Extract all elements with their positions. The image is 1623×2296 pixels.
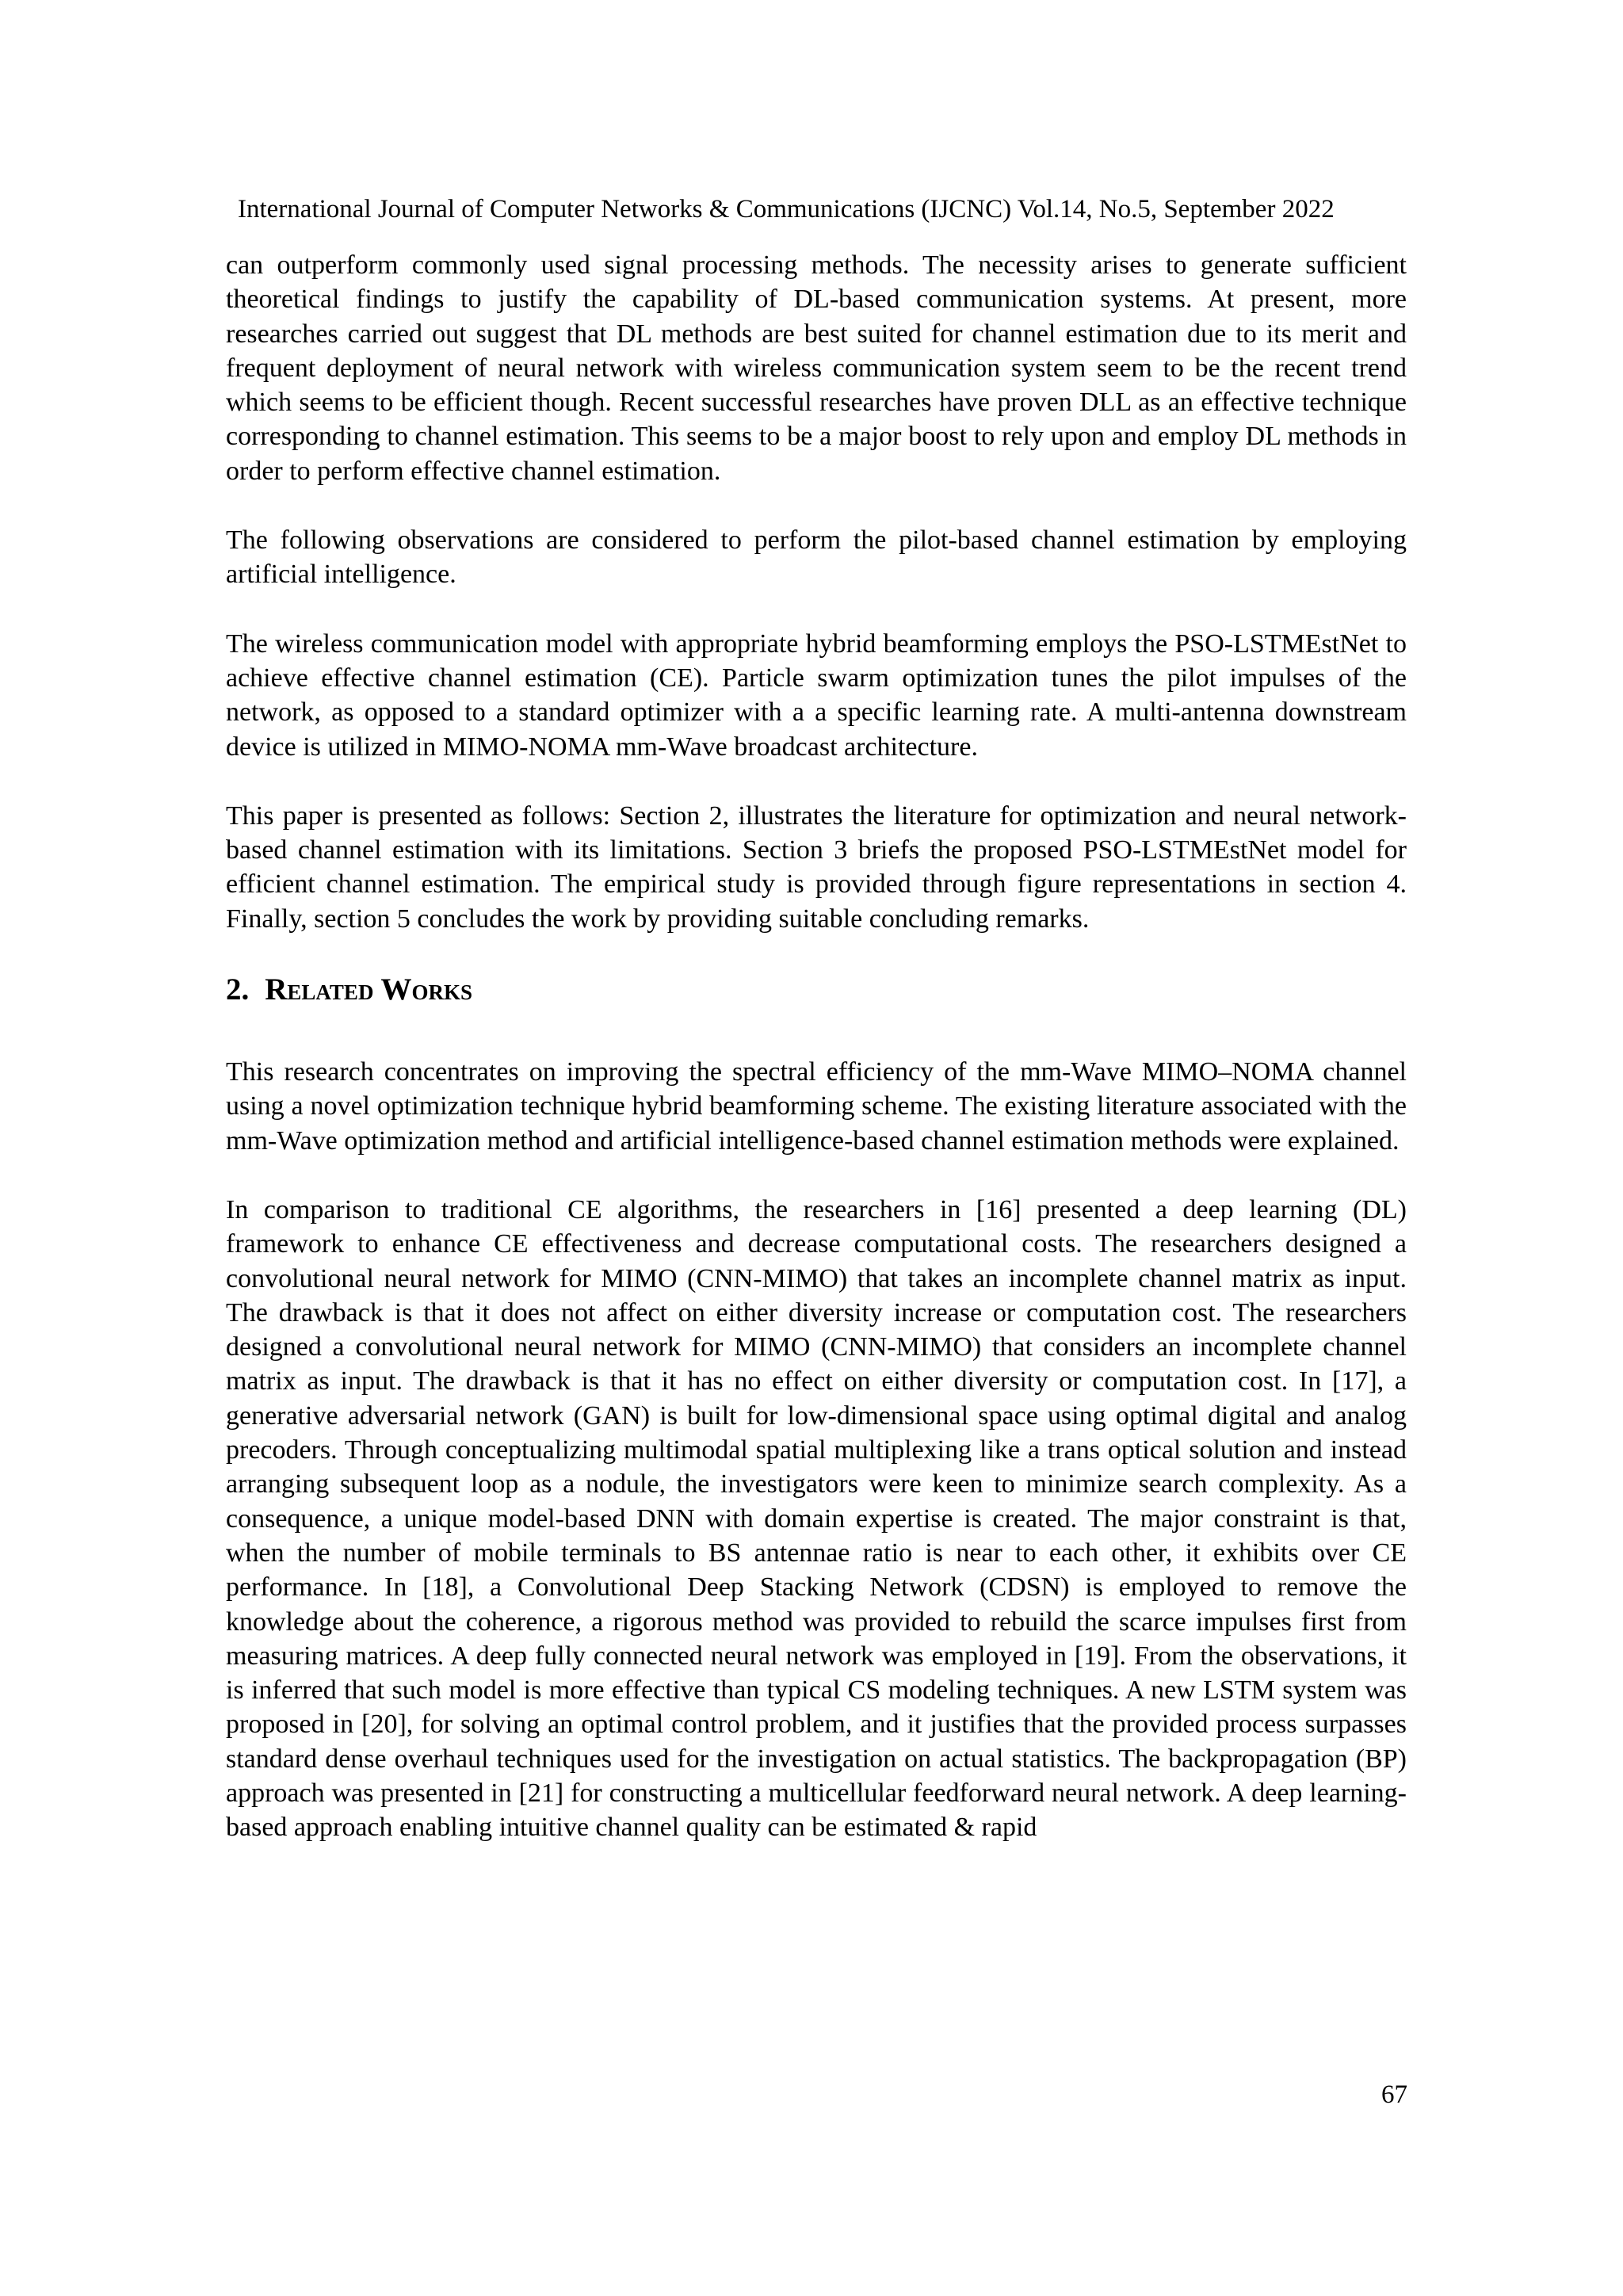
paragraph-section-1: This research concentrates on improving the spectral efficiency of the mm-Wave MIMO–NOMA channel using a novel optimization technique hybrid beamforming scheme. The existing literature associated with the mm-Wave optimization method and artificial intelligence-based channel estimation methods were explained. [226,1057,1407,1156]
paragraph-intro-1: can outperform commonly used signal processing methods. The necessity arises to generate sufficient theoretical findings to justify the capability of DL-based communication systems. At present, more researches carried out suggest that DL methods are best suited for channel estimation due to its merit and frequent deployment of neural network with wireless communication system seem to be the recent trend which seems to be efficient though. Recent successful researches have proven DLL as an effective technique corresponding to channel estimation. This seems to be a major boost to rely upon and employ DL methods in order to perform effective channel estimation. [226,250,1407,486]
paragraph-intro-4: This paper is presented as follows: Section 2, illustrates the literature for optimization and neural network-based channel estimation with its limitations. Section 3 briefs the proposed PSO-LSTMEstNet model for efficient channel estimation. The empirical study is provided through figure representations in section 4. Finally, section 5 concludes the work by providing suitable concluding remarks. [226,800,1407,934]
section-heading [226,971,1407,1009]
paragraph-intro-2: The following observations are considered to perform the pilot-based channel estimation by employing artificial intelligence. [226,525,1407,590]
running-header: International Journal of Computer Networks & Communications (IJCNC) Vol.14, No.5, September 2022 [238,195,1335,223]
page-number: 67 [1381,2080,1407,2109]
paragraph-intro-3: The wireless communication model with appropriate hybrid beamforming employs the PSO-LSTMEstNet to achieve effective channel estimation (CE). Particle swarm optimization tunes the pilot impulses of the network, as opposed to a standard optimizer with a a specific learning rate. A multi-antenna downstream device is utilized in MIMO-NOMA mm-Wave broadcast architecture. [226,628,1407,762]
section-number: 2. [226,972,250,1007]
body-text [226,248,1407,1880]
section-title: Related Works [265,972,473,1007]
paragraph-section-2: In comparison to traditional CE algorithms, the researchers in [16] presented a deep learning (DL) framework to enhance CE effectiveness and decrease computational costs. The researchers designed a convolutional neural network for MIMO (CNN-MIMO) that takes an incomplete channel matrix as input. The drawback is that it does not affect on either diversity increase or computation cost. The researchers designed a convolutional neural network for MIMO (CNN-MIMO) that considers an incomplete channel matrix as input. The drawback is that it has no effect on either diversity or computation cost. In [17], a generative adversarial network (GAN) is built for low-dimensional space using optimal digital and analog precoders. Through conceptualizing multimodal spatial multiplexing like a trans optical solution and instead arranging subsequent loop as a nodule, the investigators were keen to minimize search complexity. As a consequence, a unique model-based DNN with domain expertise is created. The major constraint is that, when the number of mobile terminals to BS antennae ratio is near to each other, it exhibits over CE performance. In [18], a Convolutional Deep Stacking Network (CDSN) is employed to remove the knowledge about the coherence, a rigorous method was provided to rebuild the scarce impulses first from measuring matrices. A deep fully connected neural network was employed in [19]. From the observations, it is inferred that such model is more effective than typical CS modeling techniques. A new LSTM system was proposed in [20], for solving an optimal control problem, and it justifies that the provided process surpasses standard dense overhaul techniques used for the investigation on actual statistics. The backpropagation (BP) approach was presented in [21] for constructing a multicellular feedforward neural network. A deep learning-based approach enabling intuitive channel quality can be estimated & rapid [226,1194,1407,1843]
